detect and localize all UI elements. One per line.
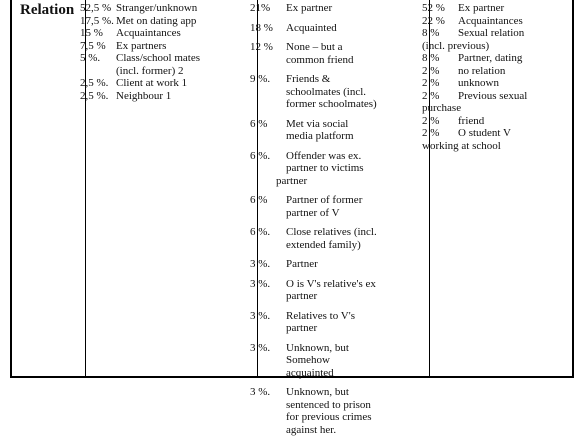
percentage: 3 %.: [250, 342, 286, 355]
list-item: [250, 194, 415, 219]
list-item: [250, 150, 415, 188]
relation-description: Previous sexual: [458, 90, 527, 103]
percentage: 6 %: [250, 194, 286, 207]
percentage: 2 %: [422, 115, 458, 128]
percentage: 52 %: [422, 2, 458, 15]
percentage: 3 %.: [250, 386, 286, 399]
relation-description-continued: (incl. previous): [422, 40, 562, 53]
relation-description: common friend: [286, 54, 354, 67]
percentage: 2 %: [422, 77, 458, 90]
percentage: 22 %: [422, 15, 458, 28]
relation-description: media platform: [286, 130, 354, 143]
percentage: 5 %.: [80, 52, 116, 65]
relation-description: Partner of former: [286, 194, 362, 207]
relation-description: Relatives to V's: [286, 310, 355, 323]
relation-description: partner of V: [286, 207, 340, 220]
list-item: [422, 77, 562, 90]
relation-description: Offender was ex.: [286, 150, 361, 163]
column-1: [80, 2, 245, 102]
relation-description: partner: [286, 290, 317, 303]
column-2: [250, 2, 415, 436]
list-item: [250, 22, 415, 35]
list-item: [422, 127, 562, 152]
percentage: 6 %.: [250, 226, 286, 239]
relation-description: no relation: [458, 65, 505, 78]
percentage: 3 %.: [250, 278, 286, 291]
relation-description: partner: [286, 322, 317, 335]
list-item: [250, 118, 415, 143]
relation-description: Partner: [286, 258, 318, 271]
list-item: [250, 386, 415, 436]
percentage: 15 %: [80, 27, 116, 40]
relation-description: Sexual relation: [458, 27, 524, 40]
list-item: [250, 310, 415, 335]
relation-description: Met on dating app: [116, 15, 196, 28]
relation-description: extended family): [286, 239, 361, 252]
list-item: [250, 2, 415, 15]
relation-description: Client at work 1: [116, 77, 187, 90]
relation-description: Acquainted: [286, 22, 337, 35]
relation-description: Unknown, but: [286, 342, 349, 355]
list-item: [80, 2, 245, 15]
list-item: [250, 73, 415, 111]
list-item: [80, 15, 245, 28]
list-item: [422, 27, 562, 52]
percentage: 17,5 %.: [80, 15, 116, 28]
list-item: [422, 90, 562, 115]
relation-description: Somehow: [286, 354, 330, 367]
relation-description: Acquaintances: [458, 15, 523, 28]
percentage: 8 %: [422, 52, 458, 65]
percentage: 12 %: [250, 41, 286, 54]
relation-description: Close relatives (incl.: [286, 226, 377, 239]
list-item: [250, 278, 415, 303]
row-label: Relation: [20, 2, 74, 19]
percentage: 2,5 %.: [80, 77, 116, 90]
relation-description: former schoolmates): [286, 98, 377, 111]
relation-description: None – but a: [286, 41, 343, 54]
list-item: [422, 15, 562, 28]
relation-description: for previous crimes: [286, 411, 372, 424]
relation-description: Stranger/unknown: [116, 2, 197, 15]
percentage: 21%: [250, 2, 286, 15]
relation-description: against her.: [286, 424, 336, 436]
relation-description: Met via social: [286, 118, 348, 131]
relation-description: friend: [458, 115, 484, 128]
relation-description: partner to victims: [286, 162, 364, 175]
percentage: 6 %: [250, 118, 286, 131]
relation-description: unknown: [458, 77, 499, 90]
percentage: 6 %.: [250, 150, 286, 163]
percentage: 2,5 %.: [80, 90, 116, 103]
percentage: 7,5 %: [80, 40, 116, 53]
percentage: 2 %: [422, 90, 458, 103]
relation-description: Partner, dating: [458, 52, 522, 65]
relation-description: Neighbour 1: [116, 90, 171, 103]
relation-description: Ex partner: [286, 2, 332, 15]
percentage: 8 %: [422, 27, 458, 40]
list-item: [422, 65, 562, 78]
percentage: 3 %.: [250, 258, 286, 271]
list-item: [422, 115, 562, 128]
relation-description: Class/school mates: [116, 52, 200, 65]
list-item: [80, 77, 245, 90]
list-item: [422, 52, 562, 65]
relation-description: O is V's relative's ex: [286, 278, 376, 291]
column-3: [422, 2, 562, 152]
relation-description: sentenced to prison: [286, 399, 371, 412]
list-item: [80, 40, 245, 53]
relation-description: Unknown, but: [286, 386, 349, 399]
percentage: 18 %: [250, 22, 286, 35]
relation-description: Ex partners: [116, 40, 166, 53]
percentage: 2 %: [422, 127, 458, 140]
relation-description: schoolmates (incl.: [286, 86, 366, 99]
relation-description: (incl. former) 2: [116, 65, 184, 78]
relation-description-continued: partner: [250, 175, 415, 188]
relation-description-continued: purchase: [422, 102, 562, 115]
list-item: [250, 41, 415, 66]
list-item: [80, 52, 245, 77]
percentage: 9 %.: [250, 73, 286, 86]
relation-description: acquainted: [286, 367, 334, 380]
list-item: [250, 226, 415, 251]
relation-description: Friends &: [286, 73, 330, 86]
percentage: 52,5 %: [80, 2, 116, 15]
list-item: [80, 90, 245, 103]
relation-description-continued: working at school: [422, 140, 562, 153]
relation-description: O student V: [458, 127, 511, 140]
list-item: [250, 258, 415, 271]
percentage: 3 %.: [250, 310, 286, 323]
list-item: [250, 342, 415, 380]
percentage: 2 %: [422, 65, 458, 78]
relation-description: Acquaintances: [116, 27, 181, 40]
list-item: [80, 27, 245, 40]
list-item: [422, 2, 562, 15]
relation-description: Ex partner: [458, 2, 504, 15]
